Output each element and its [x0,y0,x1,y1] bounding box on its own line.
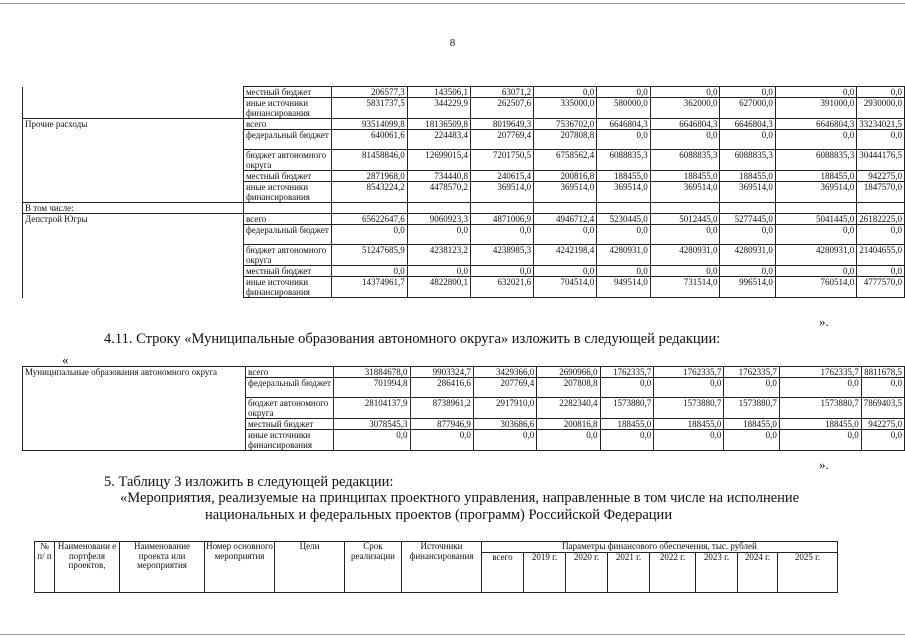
value-cell: 0,0 [332,225,408,245]
value-cell: 207808,8 [534,130,597,150]
value-cell: 4946712,4 [534,214,597,225]
table-row [23,367,905,378]
value-cell: 731514,0 [650,277,720,298]
value-cell: 6088835,3 [775,150,856,171]
value-cell: 188455,0 [600,419,654,430]
value-cell: 6088835,3 [597,150,651,171]
value-cell: 207769,4 [471,130,534,150]
row-category [23,150,244,171]
value-cell: 1762335,7 [600,367,654,378]
row-source: всего [243,119,331,130]
table-row [23,245,905,266]
value-cell: 1573880,7 [600,398,654,419]
t3-col-period: Срок реализации [345,542,402,593]
financing-table-municipal [22,366,905,451]
paragraph-4-11: 4.11. Строку «Муниципальные образования автономного округа» изложить в следующей редакции: [104,331,721,347]
row-source: федеральный бюджет [243,130,331,150]
value-cell: 3429366,0 [473,367,536,378]
value-cell: 14374961,7 [332,277,408,298]
value-cell: 0,0 [597,225,651,245]
row-source: бюджет автономного округа [246,398,334,419]
row-category: В том числе: [23,203,244,214]
value-cell: 2917910,0 [473,398,536,419]
value-cell: 627000,0 [720,98,775,119]
value-cell: 0,0 [650,225,720,245]
value-cell: 0,0 [775,266,856,277]
value-cell: 0,0 [650,87,720,98]
value-cell: 369514,0 [471,182,534,203]
value-cell: 4777570,0 [857,277,905,298]
table3-title-line2: национальных и федеральных проектов (программ) Российской Федерации [205,507,673,523]
value-cell: 4280931,0 [597,245,651,266]
value-cell: 5831737,5 [332,98,408,119]
value-cell: 2871968,0 [332,171,408,182]
t3-col-year: 2023 г. [696,552,738,592]
value-cell: 0,0 [534,87,597,98]
value-cell: 6646804,3 [597,119,651,130]
value-cell: 0,0 [473,430,536,451]
value-cell: 1573880,7 [654,398,724,419]
row-category [23,277,244,298]
value-cell: 200816,8 [534,171,597,182]
value-cell: 344229,9 [407,98,470,119]
value-cell: 6088835,3 [720,150,775,171]
table-row [23,119,905,130]
value-cell: 5012445,0 [650,214,720,225]
value-cell: 4822800,1 [407,277,470,298]
row-source: местный бюджет [243,266,331,277]
row-source: иные источники финансирования [243,98,331,119]
value-cell: 760514,0 [775,277,856,298]
value-cell: 51247685,9 [332,245,408,266]
value-cell: 2282340,4 [537,398,600,419]
value-cell: 7869403,5 [861,398,904,419]
row-source: местный бюджет [243,87,331,98]
value-cell: 4478570,2 [407,182,470,203]
value-cell: 391000,0 [775,98,856,119]
value-cell: 0,0 [654,378,724,398]
t3-col-main-event: Номер основного мероприятия [205,542,275,593]
row-category [23,98,244,119]
t3-col-project: Наименование проекта или мероприятия [120,542,205,593]
t3-col-sources: Источники финансирования [402,542,482,593]
value-cell: 0,0 [534,225,597,245]
value-cell: 207808,8 [537,378,600,398]
value-cell: 0,0 [597,130,651,150]
value-cell: 3078545,3 [334,419,410,430]
value-cell: 63071,2 [471,87,534,98]
value-cell: 188455,0 [654,419,724,430]
value-cell: 1762335,7 [724,367,780,378]
value-cell: 28104137,9 [334,398,410,419]
t3-col-year: 2024 г. [738,552,778,592]
closing-quote-2: ». [819,457,829,472]
value-cell: 0,0 [720,266,775,277]
row-source: федеральный бюджет [243,225,331,245]
value-cell: 5230445,0 [597,214,651,225]
row-source: иные источники финансирования [243,277,331,298]
row-category: Муниципальные образования автономного округа [23,367,246,451]
value-cell: 4280931,0 [650,245,720,266]
value-cell: 0,0 [775,87,856,98]
value-cell: 0,0 [407,266,470,277]
value-cell: 4280931,0 [720,245,775,266]
value-cell: 369514,0 [720,182,775,203]
value-cell: 0,0 [407,225,470,245]
value-cell: 9060923,3 [407,214,470,225]
value-cell: 188455,0 [720,171,775,182]
table-row [23,171,905,182]
table-row [23,87,905,98]
value-cell: 4238985,3 [471,245,534,266]
value-cell: 0,0 [779,378,861,398]
value-cell: 996514,0 [720,277,775,298]
value-cell: 207769,4 [473,378,536,398]
value-cell: 188455,0 [779,419,861,430]
value-cell: 2690966,0 [537,367,600,378]
row-category [23,87,244,98]
value-cell: 7201750,5 [471,150,534,171]
value-cell: 362000,0 [650,98,720,119]
value-cell: 369514,0 [597,182,651,203]
value-cell: 949514,0 [597,277,651,298]
value-cell: 734440,8 [407,171,470,182]
value-cell [650,203,720,214]
value-cell: 8543224,2 [332,182,408,203]
value-cell: 0,0 [861,430,904,451]
value-cell: 206577,3 [332,87,408,98]
value-cell: 8738961,2 [410,398,473,419]
value-cell: 0,0 [857,266,905,277]
row-source: местный бюджет [243,171,331,182]
value-cell: 0,0 [861,378,904,398]
top-edge-line [0,3,905,4]
value-cell: 0,0 [724,430,780,451]
t3-col-year: 2020 г. [566,552,608,592]
table-row [23,266,905,277]
row-category [23,182,244,203]
value-cell: 5277445,0 [720,214,775,225]
value-cell [534,203,597,214]
value-cell: 1762335,7 [654,367,724,378]
value-cell: 93514099,8 [332,119,408,130]
value-cell: 0,0 [334,430,410,451]
row-category [23,266,244,277]
value-cell: 4871006,9 [471,214,534,225]
value-cell: 31884678,0 [334,367,410,378]
value-cell: 0,0 [779,430,861,451]
value-cell: 632021,6 [471,277,534,298]
value-cell: 0,0 [857,87,905,98]
value-cell: 4280931,0 [775,245,856,266]
value-cell: 0,0 [775,130,856,150]
value-cell: 1573880,7 [779,398,861,419]
row-source: иные источники финансирования [246,430,334,451]
value-cell: 303686,6 [473,419,536,430]
value-cell: 26182225,0 [857,214,905,225]
t3-col-year: 2019 г. [524,552,566,592]
value-cell: 0,0 [857,225,905,245]
value-cell: 6088835,3 [650,150,720,171]
value-cell: 7536702,0 [534,119,597,130]
t3-col-portfolio: Наименовани е портфеля проектов, [55,542,120,593]
row-category [23,171,244,182]
table-row [23,98,905,119]
page-number: 8 [449,37,456,49]
t3-col-year: 2022 г. [650,552,696,592]
value-cell: 12699015,4 [407,150,470,171]
t3-col-total: всего [482,552,524,592]
value-cell [720,203,775,214]
value-cell: 0,0 [410,430,473,451]
table-row [23,130,905,150]
value-cell: 188455,0 [597,171,651,182]
value-cell: 0,0 [650,266,720,277]
row-source: бюджет автономного округа [243,150,331,171]
value-cell: 0,0 [720,130,775,150]
value-cell: 0,0 [720,225,775,245]
t3-col-year: 2025 г. [778,552,838,592]
value-cell: 4242198,4 [534,245,597,266]
value-cell: 0,0 [600,378,654,398]
value-cell: 1762335,7 [779,367,861,378]
value-cell: 1573880,7 [724,398,780,419]
row-category [23,245,244,266]
row-source: местный бюджет [246,419,334,430]
value-cell: 30444176,5 [857,150,905,171]
value-cell: 81458846,0 [332,150,408,171]
value-cell [407,203,470,214]
opening-quote: « [62,352,69,367]
value-cell: 5041445,0 [775,214,856,225]
value-cell [332,203,408,214]
value-cell: 580000,0 [597,98,651,119]
t3-col-year: 2021 г. [608,552,650,592]
value-cell: 701994,8 [334,378,410,398]
value-cell: 0,0 [654,430,724,451]
value-cell: 188455,0 [724,419,780,430]
value-cell: 0,0 [537,430,600,451]
value-cell: 224483,4 [407,130,470,150]
table-row [23,225,905,245]
value-cell: 942275,0 [861,419,904,430]
value-cell: 18136509,8 [407,119,470,130]
value-cell: 369514,0 [534,182,597,203]
value-cell: 0,0 [471,266,534,277]
value-cell: 640061,6 [332,130,408,150]
value-cell: 0,0 [534,266,597,277]
bottom-edge-line [0,634,905,635]
value-cell: 335000,0 [534,98,597,119]
table-row [23,277,905,298]
value-cell: 0,0 [332,266,408,277]
value-cell: 9903324,7 [410,367,473,378]
table-row [23,182,905,203]
value-cell: 0,0 [724,378,780,398]
paragraph-5: 5. Таблицу 3 изложить в следующей редакции: [104,474,394,490]
t3-col-num: № п/ п [35,542,55,593]
value-cell: 704514,0 [534,277,597,298]
value-cell: 6758562,4 [534,150,597,171]
financing-table-top [22,86,905,298]
value-cell: 240615,4 [471,171,534,182]
row-category: Прочие расходы [23,119,244,130]
t3-col-goals: Цели [275,542,345,593]
value-cell: 369514,0 [775,182,856,203]
table3-header [34,541,838,593]
value-cell: 877946,9 [410,419,473,430]
value-cell: 0,0 [720,87,775,98]
row-source: федеральный бюджет [246,378,334,398]
value-cell: 143506,1 [407,87,470,98]
table-row [23,150,905,171]
closing-quote-1: ». [819,314,829,329]
value-cell: 8019649,3 [471,119,534,130]
value-cell: 0,0 [597,87,651,98]
value-cell: 0,0 [471,225,534,245]
value-cell: 369514,0 [650,182,720,203]
row-source: бюджет автономного округа [243,245,331,266]
value-cell: 6646804,3 [775,119,856,130]
row-source: иные источники финансирования [243,182,331,203]
value-cell [597,203,651,214]
value-cell: 1847570,0 [857,182,905,203]
table-row [23,214,905,225]
value-cell: 200816,8 [537,419,600,430]
value-cell: 21404655,0 [857,245,905,266]
value-cell: 942275,0 [857,171,905,182]
value-cell: 2930000,0 [857,98,905,119]
value-cell: 6646804,3 [720,119,775,130]
row-category [23,225,244,245]
value-cell: 0,0 [650,130,720,150]
value-cell: 0,0 [600,430,654,451]
row-category [23,130,244,150]
table3-title-line1: «Мероприятия, реализуемые на принципах проектного управления, направленные в том числе на исполнение [120,490,800,506]
t3-col-params: Параметры финансового обеспечения, тыс. рублей [482,542,838,553]
value-cell [857,203,905,214]
value-cell [471,203,534,214]
value-cell: 0,0 [597,266,651,277]
table-row [23,203,905,214]
value-cell: 0,0 [857,130,905,150]
row-category: Депстрой Югры [23,214,244,225]
value-cell: 8811678,5 [861,367,904,378]
value-cell: 286416,6 [410,378,473,398]
value-cell [775,203,856,214]
row-source: всего [246,367,334,378]
value-cell: 6646804,3 [650,119,720,130]
row-source [243,203,331,214]
value-cell: 188455,0 [775,171,856,182]
value-cell: 0,0 [775,225,856,245]
value-cell: 262507,6 [471,98,534,119]
value-cell: 65622647,6 [332,214,408,225]
value-cell: 188455,0 [650,171,720,182]
value-cell: 4238123,2 [407,245,470,266]
value-cell: 33234021,5 [857,119,905,130]
row-source: всего [243,214,331,225]
